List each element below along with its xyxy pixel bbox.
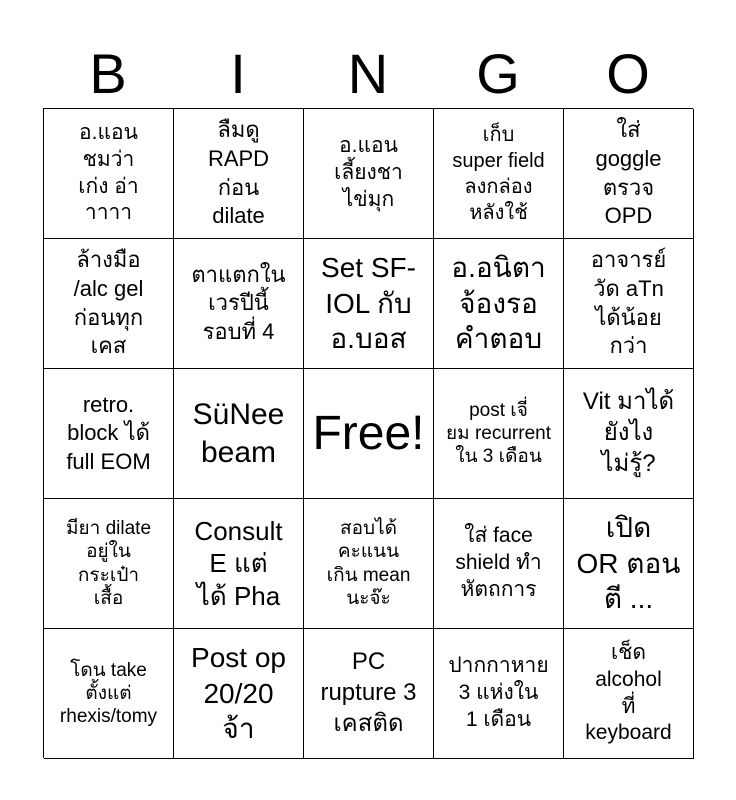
cell-text: สอบได้ คะแนน เกิน mean นะจ๊ะ — [326, 518, 411, 609]
free-space-label: Free! — [312, 406, 425, 460]
bingo-cell-r3c1[interactable] — [44, 369, 174, 499]
bingo-cell-r1c3[interactable] — [304, 109, 434, 239]
cell-text: อ.แอน ชมว่า เก่ง อ่า าาาา — [78, 120, 139, 225]
cell-text: ใส่ face shield ทำ หัตถการ — [455, 524, 542, 601]
cell-text: ใส่ goggle ตรวจ OPD — [595, 117, 662, 229]
bingo-cell-r3c2[interactable] — [174, 369, 304, 499]
cell-text: ปากกาหาย 3 แห่งใน 1 เดือน — [448, 654, 549, 731]
bingo-cell-r4c3[interactable] — [304, 499, 434, 629]
header-letter-b: B — [89, 42, 127, 105]
bingo-header — [43, 40, 693, 108]
cell-text: post เจี่ ยม recurrent ใน 3 เดือน — [446, 399, 551, 468]
cell-text: retro. block ได้ full EOM — [66, 391, 151, 474]
cell-text: อ.อนิตา จ้องรอ คำตอบ — [451, 251, 546, 355]
bingo-cell-r2c2[interactable] — [174, 239, 304, 369]
cell-text: ลืมดู RAPD ก่อน dilate — [207, 117, 270, 229]
header-letter-n: N — [347, 42, 389, 105]
cell-text: ตาแตกใน เวรปีนี้ รอบที่ 4 — [191, 261, 286, 344]
bingo-cell-r2c3[interactable] — [304, 239, 434, 369]
bingo-cell-r2c4[interactable] — [434, 239, 564, 369]
cell-text: Set SF- IOL กับ อ.บอส — [321, 251, 416, 355]
cell-text: ล้างมือ /alc gel ก่อนทุก เคส — [73, 247, 144, 359]
bingo-cell-r4c5[interactable] — [564, 499, 694, 629]
bingo-cell-r2c5[interactable] — [564, 239, 694, 369]
cell-text: Post op 20/20 จ้า — [191, 641, 286, 745]
bingo-cell-r5c3[interactable] — [304, 629, 434, 759]
bingo-cell-r2c1[interactable] — [44, 239, 174, 369]
bingo-cell-r3c5[interactable] — [564, 369, 694, 499]
cell-text: เช็ด alcohol ที่ keyboard — [585, 640, 672, 745]
cell-text: เปิด OR ตอน ตี ... — [576, 511, 681, 615]
cell-text: SüNee beam — [192, 398, 285, 469]
bingo-cell-r4c1[interactable] — [44, 499, 174, 629]
bingo-cell-r1c2[interactable] — [174, 109, 304, 239]
cell-text: โดน take ตั้งแต่ rhexis/tomy — [59, 659, 158, 728]
bingo-cell-r3c4[interactable] — [434, 369, 564, 499]
cell-text: Consult E แต่ ได้ Pha — [194, 515, 283, 611]
bingo-cell-r5c4[interactable] — [434, 629, 564, 759]
bingo-cell-r5c2[interactable] — [174, 629, 304, 759]
cell-text: มียา dilate อยู่ใน กระเป๋า เสื้อ — [65, 518, 152, 609]
bingo-cell-r4c2[interactable] — [174, 499, 304, 629]
cell-text: PC rupture 3 เคสติด — [320, 648, 417, 737]
cell-text: อ.แอน เลี้ยงชา ไข่มุก — [334, 134, 403, 211]
bingo-cell-r1c1[interactable] — [44, 109, 174, 239]
bingo-cell-r4c4[interactable] — [434, 499, 564, 629]
bingo-cell-r3c3-free[interactable] — [304, 369, 434, 499]
cell-text: อาจารย์ วัด aTn ได้น้อย กว่า — [590, 247, 667, 359]
cell-text: Vit มาได้ ยังไง ไม่รู้? — [582, 388, 675, 477]
header-letter-g: G — [476, 42, 520, 105]
bingo-cell-r1c5[interactable] — [564, 109, 694, 239]
bingo-board — [43, 108, 693, 758]
header-letter-i: I — [230, 42, 246, 105]
bingo-cell-r5c5[interactable] — [564, 629, 694, 759]
bingo-cell-r1c4[interactable] — [434, 109, 564, 239]
header-letter-o: O — [606, 42, 650, 105]
bingo-cell-r5c1[interactable] — [44, 629, 174, 759]
cell-text: เก็บ super field ลงกล่อง หลังใช้ — [452, 123, 545, 224]
